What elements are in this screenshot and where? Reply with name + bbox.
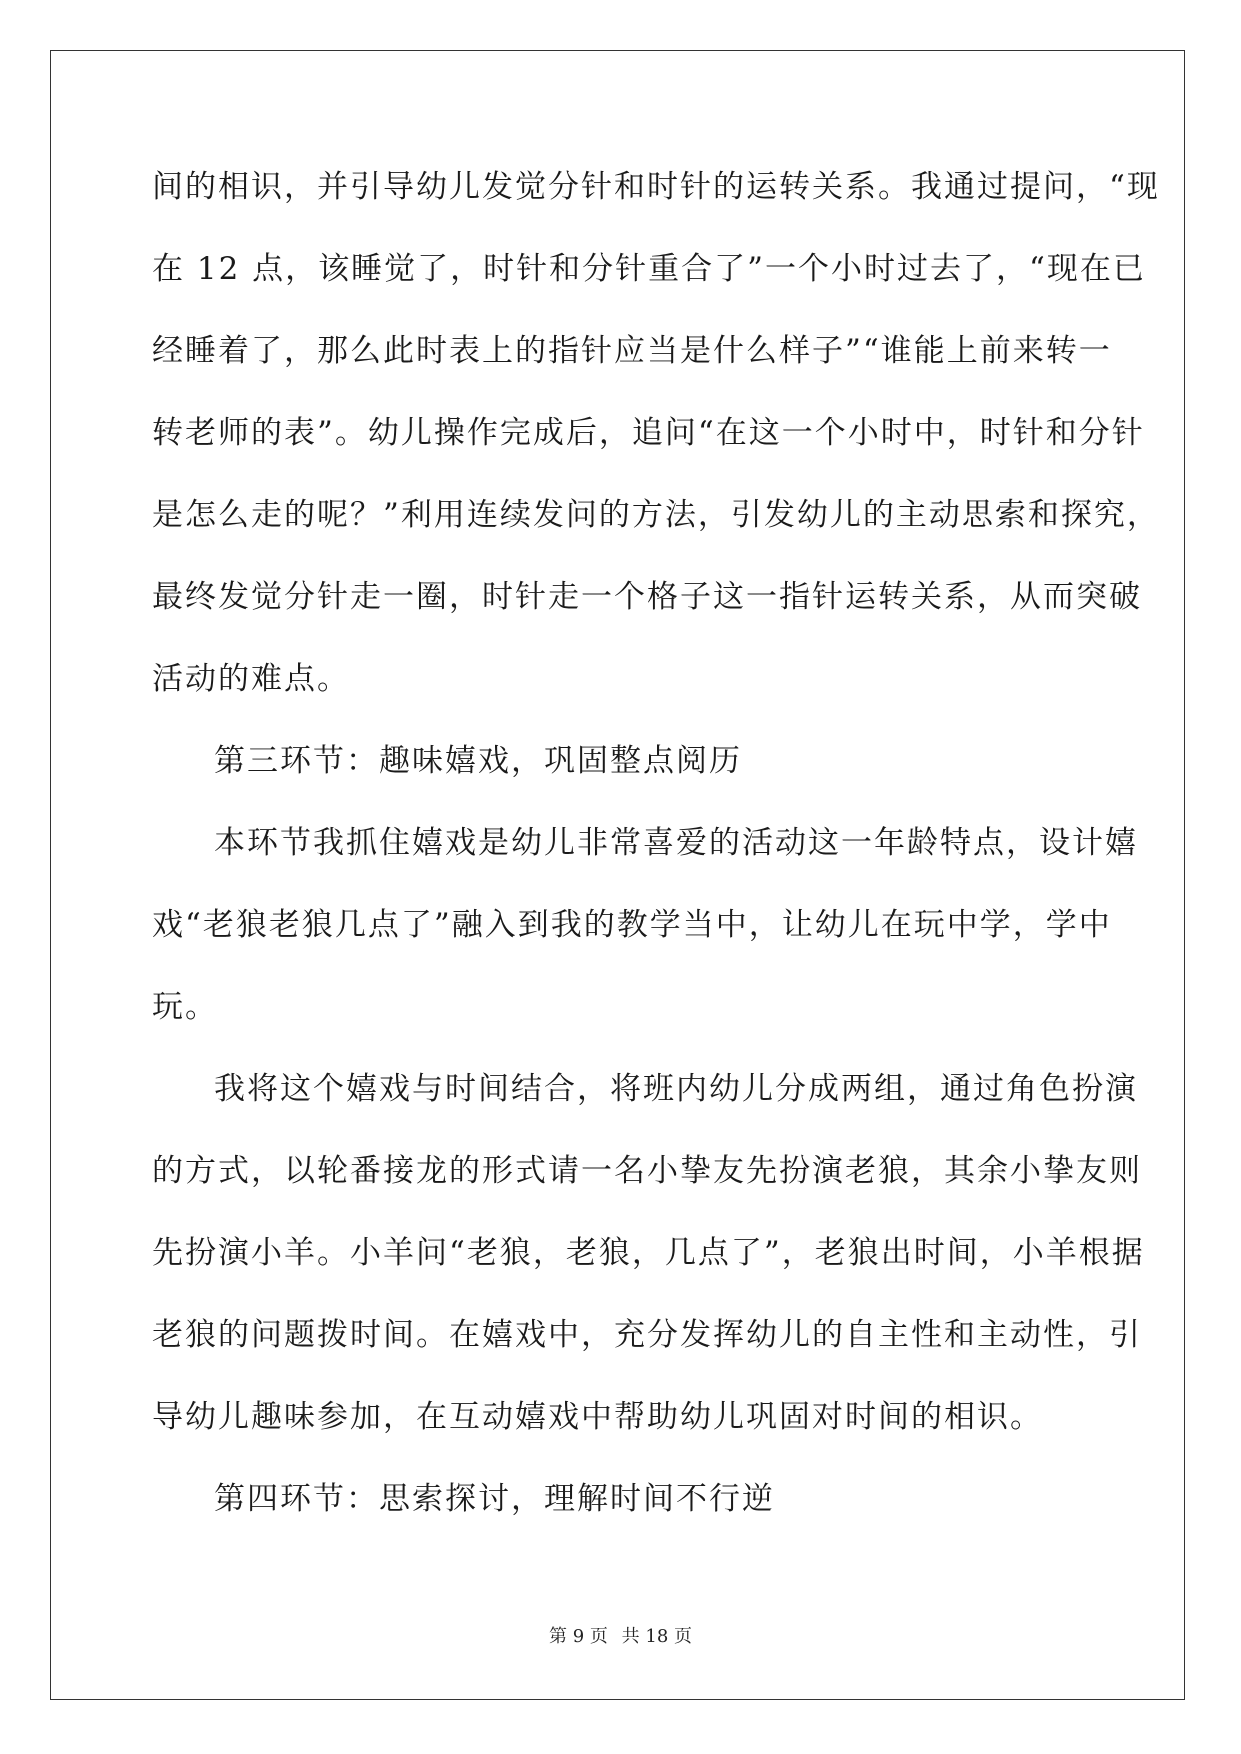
document-body: [152, 162, 1160, 1556]
text-line: 老狼的问题拨时间。在嬉戏中，充分发挥幼儿的自主性和主动性，引: [152, 1317, 1142, 1353]
text-line: 导幼儿趣味参加，在互动嬉戏中帮助幼儿巩固对时间的相识。: [152, 1399, 1043, 1435]
section-heading: 第三环节：趣味嬉戏，巩固整点阅历: [214, 743, 742, 779]
text-line: 最终发觉分针走一圈，时针走一个格子这一指针运转关系，从而突破: [152, 579, 1142, 615]
page-total: 共 18 页: [621, 1626, 692, 1647]
text-line: 我将这个嬉戏与时间结合，将班内幼儿分成两组，通过角色扮演: [214, 1071, 1138, 1107]
text-line: 本环节我抓住嬉戏是幼儿非常喜爱的活动这一年龄特点，设计嬉: [214, 825, 1138, 861]
text-line: 转老师的表”。幼儿操作完成后，追问“在这一个小时中，时针和分针: [152, 415, 1145, 451]
text-line: 经睡着了，那么此时表上的指针应当是什么样子”“谁能上前来转一: [152, 333, 1112, 369]
text-line: 玩。: [152, 989, 218, 1025]
page-number: 第 9 页: [549, 1626, 608, 1647]
text-line: 是怎么走的呢？”利用连续发问的方法，引发幼儿的主动思索和探究，: [152, 497, 1160, 533]
text-line: 在 12 点，该睡觉了，时针和分针重合了”一个小时过去了，“现在已: [152, 251, 1146, 287]
text-line: 活动的难点。: [152, 661, 350, 697]
text-line: 戏“老狼老狼几点了”融入到我的教学当中，让幼儿在玩中学，学中: [152, 907, 1112, 943]
page-footer: [0, 1622, 1241, 1648]
text-line: 间的相识，并引导幼儿发觉分针和时针的运转关系。我通过提问，“现: [152, 169, 1160, 205]
text-line: 先扮演小羊。小羊问“老狼，老狼，几点了”，老狼出时间，小羊根据: [152, 1235, 1145, 1271]
text-line: 的方式，以轮番接龙的形式请一名小挚友先扮演老狼，其余小挚友则: [152, 1153, 1142, 1189]
section-heading: 第四环节：思索探讨，理解时间不行逆: [214, 1481, 775, 1517]
